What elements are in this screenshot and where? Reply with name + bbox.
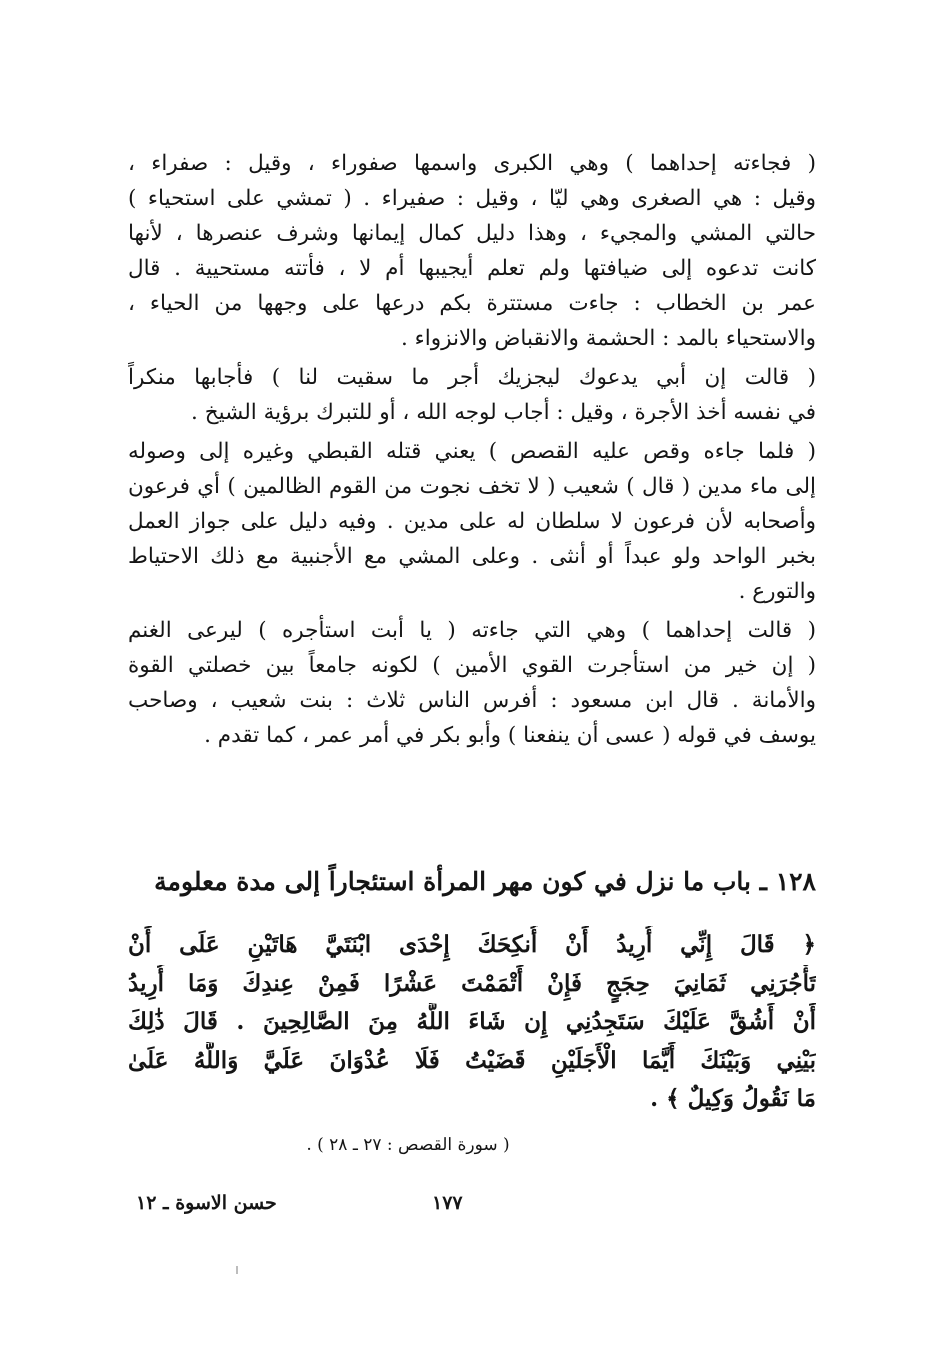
text-line: ( قالت إحداهما ) وهي التي جاءته ( يا أبت استأجره ) ليرعى الغنم [128, 618, 816, 643]
text-line: إلى ماء مدين ( قال ) شعيب ( لا تخف نجوت من القوم الظالمين ) أي فرعون [128, 474, 816, 499]
text-line: حالتي المشي والمجيء ، وهذا دليل كمال إيمانها وشرف عنصرها ، لأنها [128, 221, 816, 246]
verse-line: تَأْجُرَنِي ثَمَانِيَ حِجَجٍ فَإِنْ أَتْمَمْتَ عَشْرًا فَمِنْ عِندِكَ وَمَا أُرِيدُ [128, 969, 816, 997]
scan-speck [236, 1266, 238, 1274]
verse-line: أَنْ أَشُقَّ عَلَيْكَ سَتَجِدُنِي إِن شَاءَ اللَّهُ مِنَ الصَّالِحِينَ . قَالَ ذَٰلِكَ [128, 1008, 816, 1035]
text-line: في نفسه أخذ الأجرة ، وقيل : أجاب لوجه الله ، أو للتبرك برؤية الشيخ . [191, 400, 816, 425]
quran-verse [128, 926, 816, 1119]
text-line: يوسف في قوله ( عسى أن ينفعنا ) وأبو بكر في أمر عمر ، كما تقدم . [204, 723, 816, 748]
text-line: ( فلما جاءه وقص عليه القصص ) يعني قتله القبطي وغيره إلى وصوله [128, 439, 816, 464]
section-heading: ١٢٨ ـ باب ما نزل في كون مهر المرأة استئجاراً إلى مدة معلومة [154, 867, 816, 896]
verse-line: ﴿ قَالَ إِنِّي أُرِيدُ أَنْ أُنكِحَكَ إِحْدَى ابْنَتَيَّ هَاتَيْنِ عَلَى أَنْ [128, 931, 816, 958]
paragraph-1 [128, 146, 816, 356]
text-line: والأمانة . قال ابن مسعود : أفرس الناس ثلاث : بنت شعيب ، وصاحب [128, 688, 816, 713]
text-line: كانت تدعوه إلى ضيافتها ولم تعلم أيجيبها أم لا ، فأتته مستحيية . قال [128, 256, 816, 281]
page-number: ١٧٧ [432, 1192, 463, 1214]
text-line: وقيل : هي الصغرى وهي ليّا ، وقيل : صفيراء . ( تمشي على استحياء ) [128, 186, 816, 211]
verse-citation: ( سورة القصص : ٢٧ ـ ٢٨ ) . [306, 1135, 510, 1155]
paragraph-3 [128, 434, 816, 609]
text-line: ( إن خير من استأجرت القوي الأمين ) لكونه جامعاً بين خصلتي القوة [128, 653, 816, 678]
verse-line: بَيْنِي وَبَيْنَكَ أَيَّمَا الْأَجَلَيْنِ قَضَيْتُ فَلَا عُدْوَانَ عَلَيَّ وَاللَّهُ عَلَىٰ [128, 1046, 816, 1074]
footer-book-title: حسن الاسوة ـ ١٢ [136, 1192, 277, 1214]
body-text [128, 146, 816, 757]
text-line: والاستحياء بالمد : الحشمة والانقباض والانزواء . [400, 326, 816, 351]
text-line: بخبر الواحد ولو عبداً أو أنثى . وعلى المشي مع الأجنبية مع ذلك الاحتياط [128, 544, 816, 569]
verse-line: مَا نَقُولُ وَكِيلٌ ﴾ . [650, 1085, 816, 1112]
text-line: ( قالت إن أبي يدعوك ليجزيك أجر ما سقيت لنا ) فأجابها منكراً [128, 365, 816, 390]
paragraph-4 [128, 613, 816, 753]
paragraph-2 [128, 360, 816, 430]
text-line: ( فجاءته إحداهما ) وهي الكبرى واسمها صفوراء ، وقيل : صفراء ، [128, 151, 816, 176]
text-line: عمر بن الخطاب : جاءت مستترة بكم درعها على وجهها من الحياء ، [128, 291, 816, 316]
text-line: وأصحابه لأن فرعون لا سلطان له على مدين . وفيه دليل على جواز العمل [128, 509, 816, 534]
text-line: والتورع . [738, 579, 816, 604]
